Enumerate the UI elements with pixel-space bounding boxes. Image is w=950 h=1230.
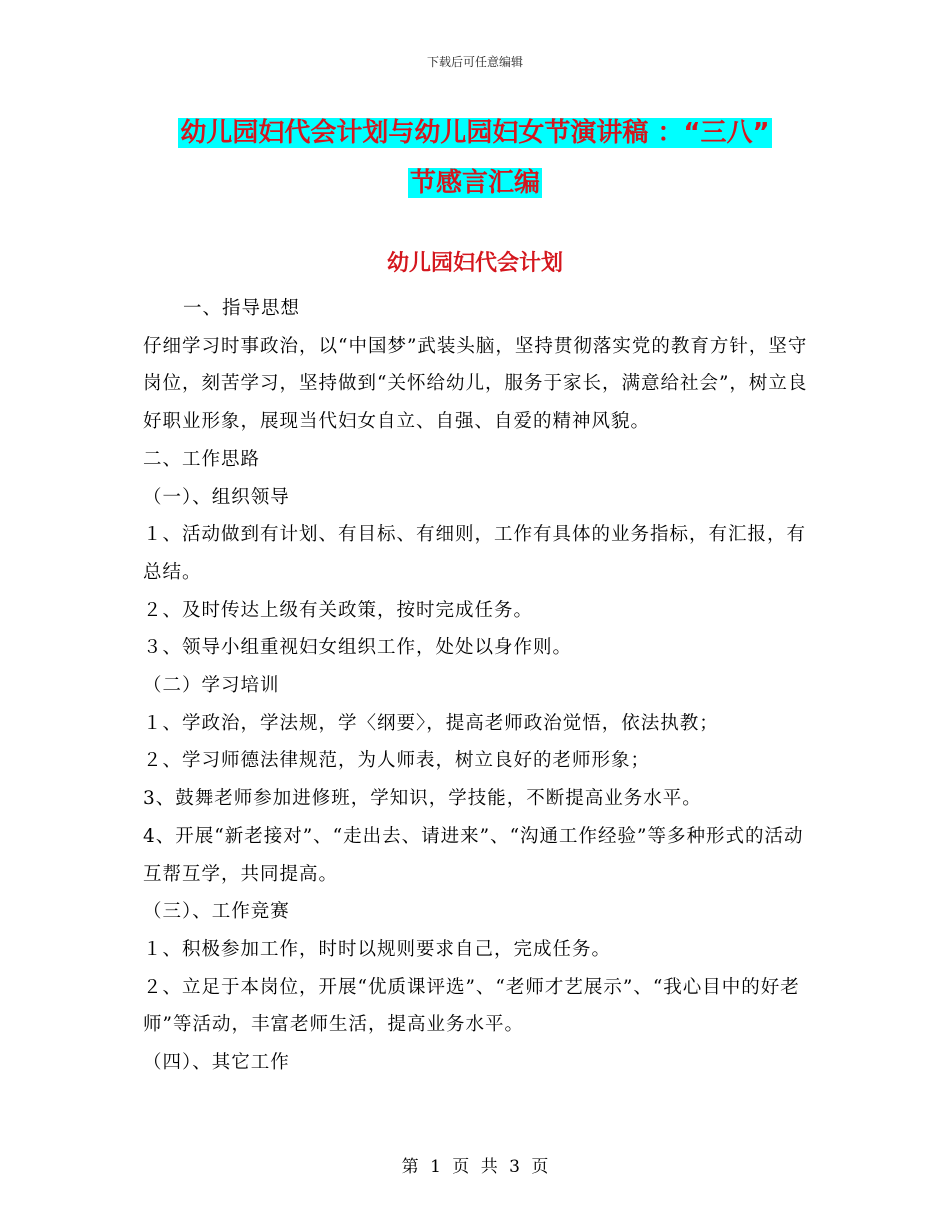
document-body (143, 290, 808, 1082)
document-title-line-2: 节感言汇编 (409, 168, 540, 198)
list-item: ３、领导小组重视妇女组织工作，处处以身作则。 (143, 637, 573, 659)
list-item: ２、及时传达上级有关政策，按时完成任务。 (143, 599, 534, 621)
paragraph-guiding-ideology: 仔细学习时事政治，以“中国梦”武装头脑，坚持贯彻落实党的教育方针，坚守岗位，刻苦学习，坚持做到“关怀给幼儿，服务于家长，满意给社会”，树立良好职业形象，展现当代妇女自立、自强、自爱的精神风貌。 (143, 335, 808, 433)
subheading-organization: （一）、组织领导 (143, 486, 290, 508)
list-item: 3、鼓舞老师参加进修班，学知识，学技能，不断提高业务水平。 (143, 788, 702, 810)
subheading-study-training: （二）学习培训 (143, 675, 280, 697)
heading-work-ideas: 二、工作思路 (143, 448, 261, 470)
subheading-work-competition: （三）、工作竞赛 (143, 901, 290, 923)
heading-guiding-ideology: 一、指导思想 (183, 298, 301, 319)
list-item: ２、学习师德法律规范，为人师表，树立良好的老师形象； (143, 750, 651, 772)
document-title-line-1: 幼儿园妇代会计划与幼儿园妇女节演讲稿 ：“三八” (180, 118, 770, 148)
list-item: １、积极参加工作，时时以规则要求自己，完成任务。 (143, 938, 612, 960)
page-header-note: 下载后可任意编辑 (426, 55, 523, 69)
section-title: 幼儿园妇代会计划 (386, 251, 563, 276)
list-item: １、学政治，学法规，学〈纲要〉，提高老师政治觉悟，依法执教； (143, 712, 719, 734)
page-footer: 第 1 页 共 3 页 (401, 1157, 549, 1177)
list-item: １、活动做到有计划、有目标、有细则，工作有具体的业务指标，有汇报，有总结。 (143, 524, 807, 583)
list-item: ２、立足于本岗位，开展“优质课评选”、“老师才艺展示”、“我心目中的好老师”等活动，丰富老师生活，提高业务水平。 (143, 976, 800, 1036)
list-item: 4、开展“新老接对”、“走出去、请进来”、“沟通工作经验”等多种形式的活动互帮互学，共同提高。 (143, 825, 804, 885)
document-title (0, 108, 950, 208)
subheading-other-work: （四）、其它工作 (143, 1052, 290, 1074)
